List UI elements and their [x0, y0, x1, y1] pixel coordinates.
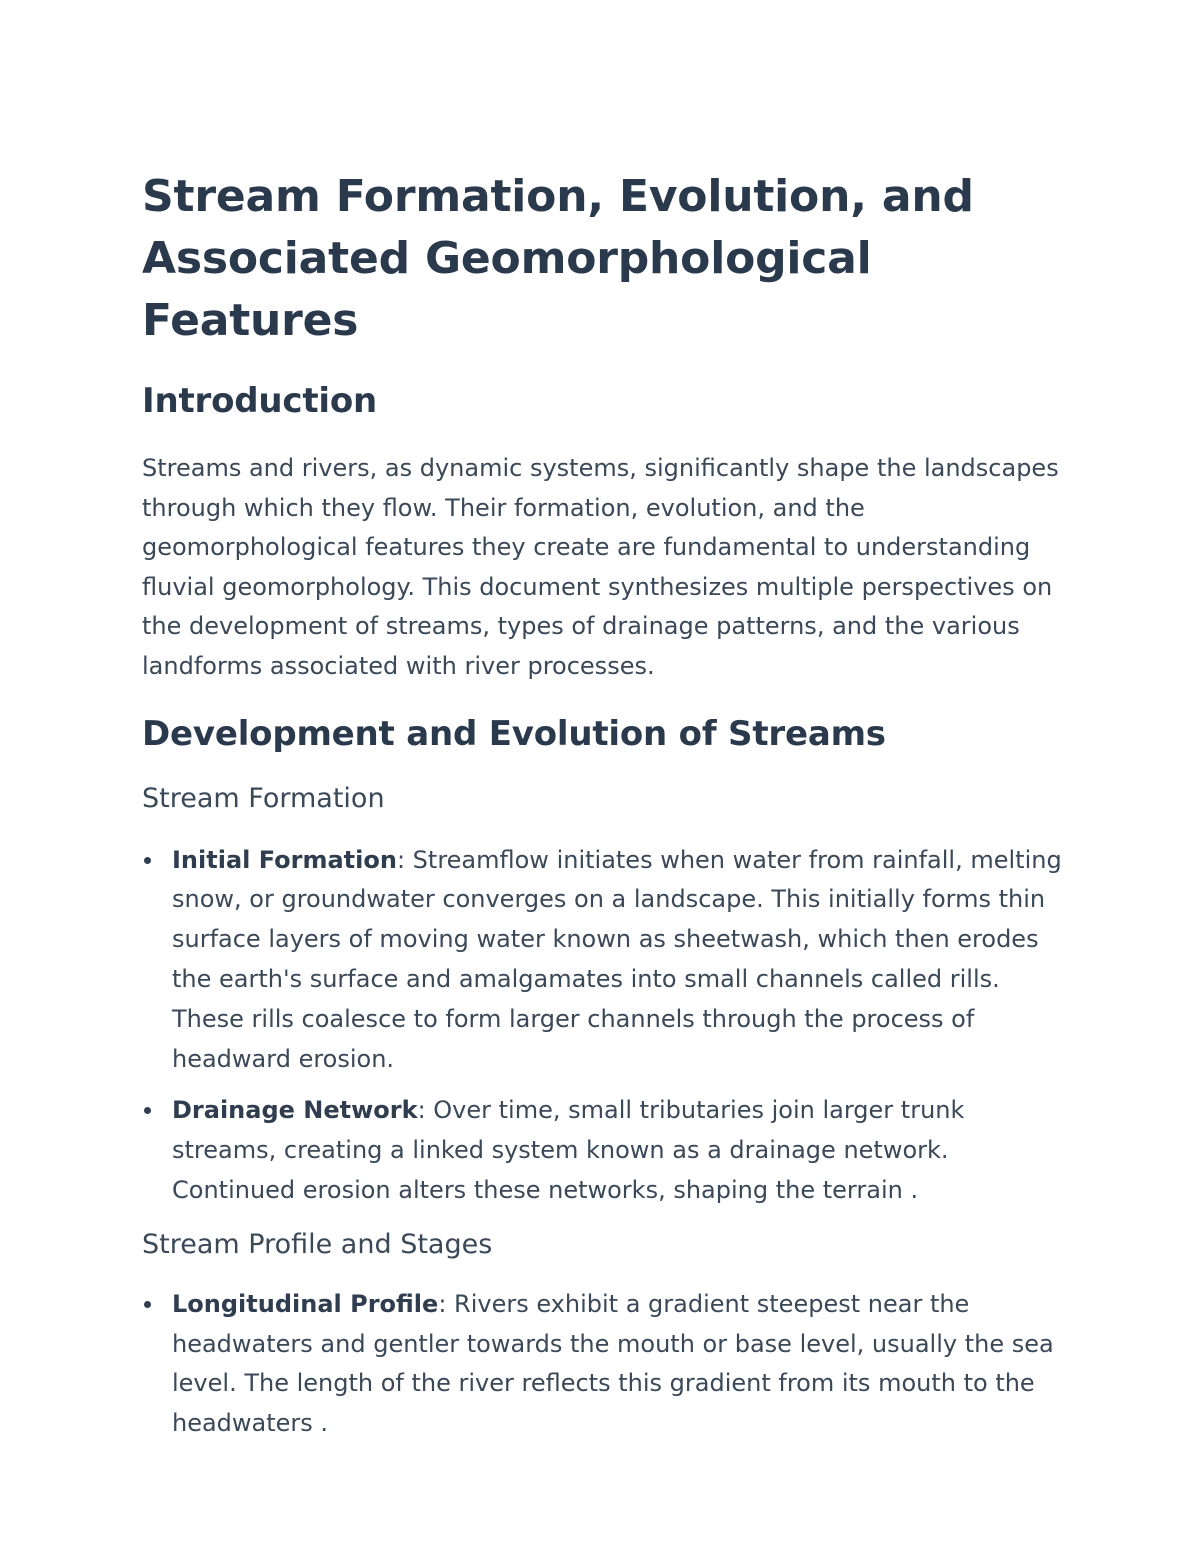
introduction-paragraph: Streams and rivers, as dynamic systems, significantly shape the landscapes through which they flow. Their formation, evolution, and the geomorphological features they create are fundamental to understanding fluvial geomorphology. This document synthesizes multiple perspectives on the development of streams, types of drainage patterns, and the various landforms associated with river processes. [142, 454, 1059, 680]
document-title: Stream Formation, Evolution, and Associated Geomorphological Features [142, 171, 974, 346]
stream-formation-heading: Stream Formation [142, 782, 385, 814]
stream-formation-list [142, 841, 1062, 1211]
list-item-initial-formation [142, 841, 1062, 1080]
list-item-longitudinal-profile [142, 1285, 1062, 1444]
bullet-icon [144, 1301, 151, 1308]
bullet-icon [144, 1107, 151, 1114]
development-heading: Development and Evolution of Streams [142, 713, 886, 754]
list-item-drainage-network [142, 1091, 1062, 1210]
list-item-text: : Streamflow initiates when water from rainfall, melting snow, or groundwater converges on a landscape. This initially forms thin surface layers of moving water known as sheetwash, which then erodes the earth's surface and amalgamates into small channels called rills. These rills coalesce to form larger channels through the process of headward erosion. [172, 845, 1062, 1073]
list-item-text: : Rivers exhibit a gradient steepest near the headwaters and gentler towards the mouth or base level, usually the sea level. The length of the river reflects this gradient from its mouth to the headwaters . [172, 1289, 1054, 1438]
list-item-term: Drainage Network [172, 1096, 418, 1125]
list-item-term: Initial Formation [172, 845, 397, 874]
bullet-icon [144, 857, 151, 864]
introduction-heading: Introduction [142, 381, 378, 421]
stream-profile-heading: Stream Profile and Stages [142, 1228, 493, 1260]
document-page [142, 166, 1062, 1444]
stream-profile-list [142, 1285, 1062, 1444]
list-item-text: : Over time, small tributaries join larger trunk streams, creating a linked system known as a drainage network. Continued erosion alters these networks, shaping the terrain . [172, 1096, 965, 1204]
list-item-term: Longitudinal Profile [172, 1289, 439, 1318]
